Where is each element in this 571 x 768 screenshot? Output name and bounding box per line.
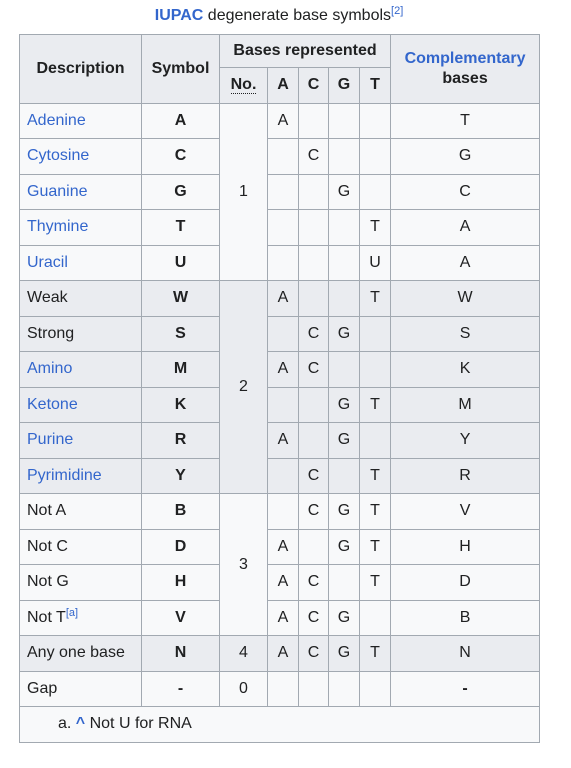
- row-symbol: G: [142, 174, 220, 210]
- row-symbol: -: [142, 671, 220, 707]
- base-g-cell: [329, 565, 360, 601]
- base-g-cell: [329, 139, 360, 175]
- base-a-cell: A: [268, 600, 299, 636]
- table-row: [20, 281, 540, 317]
- base-g-cell: [329, 671, 360, 707]
- base-a-cell: A: [268, 352, 299, 388]
- row-description: [20, 174, 142, 210]
- header-symbol: Symbol: [142, 35, 220, 104]
- complement-cell: B: [391, 600, 540, 636]
- table-row: [20, 458, 540, 494]
- base-c-cell: C: [299, 494, 329, 530]
- base-c-cell: [299, 281, 329, 317]
- base-t-cell: U: [360, 245, 391, 281]
- base-c-cell: [299, 387, 329, 423]
- base-t-cell: [360, 352, 391, 388]
- base-t-cell: T: [360, 458, 391, 494]
- base-c-cell: C: [299, 636, 329, 672]
- base-g-cell: G: [329, 423, 360, 459]
- ketone-link[interactable]: Ketone: [27, 395, 78, 413]
- base-a-cell: A: [268, 529, 299, 565]
- row-symbol: S: [142, 316, 220, 352]
- row-symbol: N: [142, 636, 220, 672]
- base-g-cell: G: [329, 174, 360, 210]
- complement-cell: T: [391, 103, 540, 139]
- row-description: [20, 352, 142, 388]
- base-t-cell: [360, 316, 391, 352]
- row-description: Not C: [20, 529, 142, 565]
- iupac-link[interactable]: IUPAC: [154, 7, 204, 24]
- guanine-link[interactable]: Guanine: [27, 182, 88, 200]
- row-symbol: T: [142, 210, 220, 246]
- complement-cell: D: [391, 565, 540, 601]
- base-a-cell: [268, 139, 299, 175]
- base-t-cell: [360, 600, 391, 636]
- base-c-cell: [299, 210, 329, 246]
- complement-cell: S: [391, 316, 540, 352]
- complement-cell: V: [391, 494, 540, 530]
- base-c-cell: [299, 423, 329, 459]
- base-c-cell: [299, 245, 329, 281]
- row-symbol: D: [142, 529, 220, 565]
- row-symbol: H: [142, 565, 220, 601]
- row-symbol: W: [142, 281, 220, 317]
- base-a-cell: [268, 316, 299, 352]
- no-abbreviation: No.: [230, 76, 257, 94]
- footnote-a-reference[interactable]: [a]: [65, 606, 79, 619]
- base-t-cell: [360, 174, 391, 210]
- row-description: [20, 600, 142, 636]
- base-t-cell: [360, 671, 391, 707]
- base-t-cell: T: [360, 210, 391, 246]
- base-a-cell: A: [268, 565, 299, 601]
- table-caption: [0, 4, 558, 28]
- complement-cell: G: [391, 139, 540, 175]
- header-a: A: [268, 68, 299, 104]
- base-c-cell: C: [299, 139, 329, 175]
- amino-link[interactable]: Amino: [27, 360, 73, 378]
- base-t-cell: [360, 103, 391, 139]
- base-c-cell: [299, 103, 329, 139]
- complement-cell: R: [391, 458, 540, 494]
- iupac-table: [19, 34, 540, 743]
- base-g-cell: G: [329, 529, 360, 565]
- adenine-link[interactable]: Adenine: [27, 111, 86, 129]
- row-description: [20, 387, 142, 423]
- row-description: Strong: [20, 316, 142, 352]
- table-row: [20, 103, 540, 139]
- base-a-cell: [268, 458, 299, 494]
- base-g-cell: [329, 281, 360, 317]
- base-a-cell: [268, 245, 299, 281]
- table-row: [20, 352, 540, 388]
- row-symbol: C: [142, 139, 220, 175]
- base-a-cell: A: [268, 423, 299, 459]
- uracil-link[interactable]: Uracil: [27, 253, 68, 271]
- table-row: [20, 636, 540, 672]
- complement-cell: W: [391, 281, 540, 317]
- count-cell-4: 4: [220, 636, 268, 672]
- complement-cell: K: [391, 352, 540, 388]
- base-a-cell: [268, 210, 299, 246]
- base-g-cell: G: [329, 387, 360, 423]
- base-t-cell: T: [360, 529, 391, 565]
- table-row: [20, 423, 540, 459]
- header-t: T: [360, 68, 391, 104]
- base-a-cell: [268, 494, 299, 530]
- thymine-link[interactable]: Thymine: [27, 218, 89, 236]
- table-row: [20, 139, 540, 175]
- row-description: Not A: [20, 494, 142, 530]
- table-row: [20, 316, 540, 352]
- pyrimidine-link[interactable]: Pyrimidine: [27, 466, 102, 484]
- base-g-cell: [329, 103, 360, 139]
- gap-complement: -: [462, 679, 468, 697]
- row-description: Not G: [20, 565, 142, 601]
- row-symbol: R: [142, 423, 220, 459]
- complement-cell: Y: [391, 423, 540, 459]
- header-no: [220, 68, 268, 104]
- table-row: [20, 494, 540, 530]
- base-t-cell: T: [360, 281, 391, 317]
- complement-cell: N: [391, 636, 540, 672]
- table-row: [20, 210, 540, 246]
- table-row: [20, 387, 540, 423]
- row-symbol: A: [142, 103, 220, 139]
- base-t-cell: T: [360, 387, 391, 423]
- complement-cell: M: [391, 387, 540, 423]
- base-t-cell: T: [360, 494, 391, 530]
- base-g-cell: G: [329, 316, 360, 352]
- count-cell-3: 3: [220, 494, 268, 636]
- base-g-cell: [329, 245, 360, 281]
- base-c-cell: C: [299, 600, 329, 636]
- footnote-backlink[interactable]: ^: [75, 715, 86, 733]
- table-row: [20, 529, 540, 565]
- base-t-cell: T: [360, 565, 391, 601]
- base-c-cell: C: [299, 316, 329, 352]
- base-c-cell: [299, 174, 329, 210]
- base-a-cell: A: [268, 636, 299, 672]
- caption-text: degenerate base symbols: [203, 7, 392, 24]
- base-g-cell: G: [329, 494, 360, 530]
- base-c-cell: [299, 671, 329, 707]
- purine-link[interactable]: Purine: [27, 431, 74, 449]
- base-a-cell: [268, 174, 299, 210]
- row-description: Weak: [20, 281, 142, 317]
- row-symbol: Y: [142, 458, 220, 494]
- base-g-cell: G: [329, 636, 360, 672]
- header-g: G: [329, 68, 360, 104]
- base-g-cell: [329, 458, 360, 494]
- base-t-cell: [360, 423, 391, 459]
- row-description: [20, 103, 142, 139]
- complement-cell: C: [391, 174, 540, 210]
- row-symbol: B: [142, 494, 220, 530]
- base-g-cell: [329, 352, 360, 388]
- base-c-cell: [299, 529, 329, 565]
- count-cell-0: 0: [220, 671, 268, 707]
- row-description: Any one base: [20, 636, 142, 672]
- base-a-cell: [268, 387, 299, 423]
- footnote-label: a.: [58, 715, 72, 733]
- caption-reference[interactable]: [2]: [391, 5, 404, 17]
- table-row: [20, 671, 540, 707]
- header-description: Description: [20, 35, 142, 104]
- complement-cell: A: [391, 210, 540, 246]
- row-description: [20, 423, 142, 459]
- header-row-1: [20, 35, 540, 68]
- base-a-cell: [268, 671, 299, 707]
- header-c: C: [299, 68, 329, 104]
- base-c-cell: C: [299, 565, 329, 601]
- table-row: [20, 600, 540, 636]
- base-c-cell: C: [299, 352, 329, 388]
- complement-cell: H: [391, 529, 540, 565]
- header-complementary: [391, 35, 540, 104]
- row-symbol: U: [142, 245, 220, 281]
- row-description: [20, 210, 142, 246]
- base-g-cell: [329, 210, 360, 246]
- base-t-cell: [360, 139, 391, 175]
- table-row: [20, 565, 540, 601]
- base-t-cell: T: [360, 636, 391, 672]
- footnote-text: Not U for RNA: [89, 715, 192, 733]
- row-description: [20, 458, 142, 494]
- complement-cell: A: [391, 245, 540, 281]
- cytosine-link[interactable]: Cytosine: [27, 147, 90, 165]
- row-symbol: M: [142, 352, 220, 388]
- row-description-text: Not T: [27, 608, 66, 626]
- base-a-cell: A: [268, 281, 299, 317]
- row-symbol: K: [142, 387, 220, 423]
- base-g-cell: G: [329, 600, 360, 636]
- complementary-bases-label: bases: [442, 69, 488, 87]
- notes-row: [20, 707, 540, 743]
- row-description: Gap: [20, 671, 142, 707]
- header-bases-represented: Bases represented: [220, 35, 391, 68]
- row-description: [20, 245, 142, 281]
- row-symbol: V: [142, 600, 220, 636]
- footnote-cell: [20, 707, 540, 743]
- complement-cell: [391, 671, 540, 707]
- base-c-cell: C: [299, 458, 329, 494]
- table-row: [20, 245, 540, 281]
- count-cell-1: 1: [220, 103, 268, 281]
- count-cell-2: 2: [220, 281, 268, 494]
- complementary-link[interactable]: Complementary: [404, 49, 526, 67]
- table-row: [20, 174, 540, 210]
- row-description: [20, 139, 142, 175]
- base-a-cell: A: [268, 103, 299, 139]
